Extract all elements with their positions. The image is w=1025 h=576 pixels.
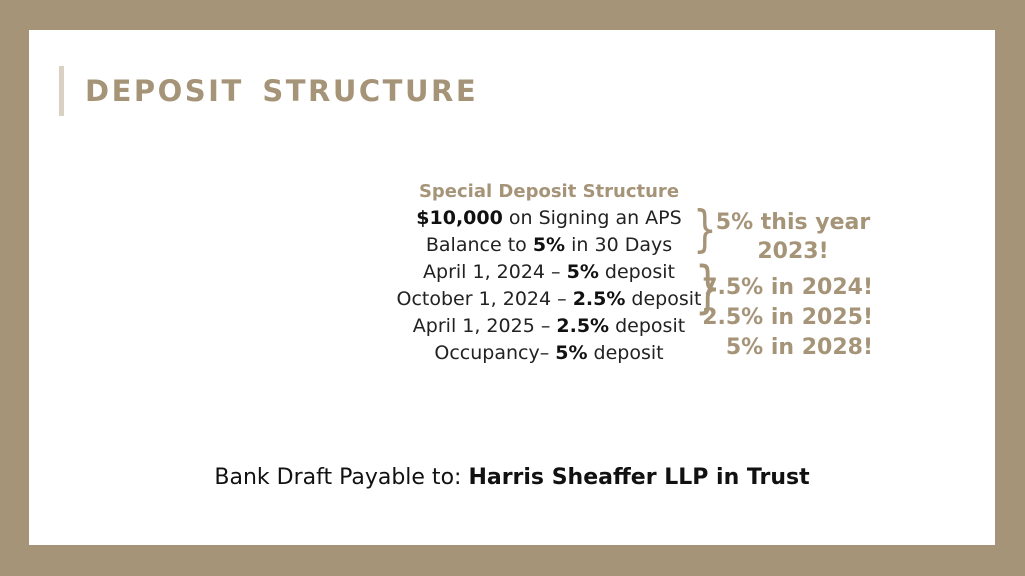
schedule-line-text: in 30 Days bbox=[565, 234, 673, 256]
schedule-line-prefix: Balance to bbox=[425, 234, 533, 256]
schedule-line-text: deposit bbox=[609, 315, 686, 337]
schedule-line-percent: 5% bbox=[555, 342, 588, 364]
note-line: 2023! bbox=[757, 239, 829, 264]
schedule-line-percent: 2.5% bbox=[556, 315, 610, 337]
page-title: DEPOSIT STRUCTURE bbox=[85, 74, 479, 108]
note-by-year bbox=[689, 273, 873, 363]
note-this-year bbox=[715, 208, 871, 266]
slide bbox=[29, 30, 995, 545]
schedule-line-text: deposit bbox=[598, 261, 675, 283]
schedule-line-text: on Signing an APS bbox=[502, 207, 682, 229]
payable-label: Bank Draft Payable to: bbox=[214, 465, 469, 490]
note-line: 2.5% in 2025! bbox=[702, 305, 873, 330]
schedule-line-text: deposit bbox=[587, 342, 664, 364]
schedule-line-text: deposit bbox=[625, 288, 702, 310]
schedule-line-amount: $10,000 bbox=[416, 207, 503, 229]
right-brace-icon: } bbox=[694, 255, 722, 320]
schedule-line-prefix: Occupancy– bbox=[434, 342, 556, 364]
schedule-line-prefix: October 1, 2024 – bbox=[396, 288, 573, 310]
note-line: 5% in 2028! bbox=[725, 335, 873, 360]
schedule-line-percent: 5% bbox=[532, 234, 566, 256]
schedule-line-prefix: April 1, 2025 – bbox=[412, 315, 557, 337]
schedule-line-prefix: April 1, 2024 – bbox=[423, 261, 567, 283]
schedule-line-percent: 5% bbox=[566, 261, 599, 283]
payee-name: Harris Sheaffer LLP in Trust bbox=[468, 465, 810, 490]
note-line: 5% this year bbox=[715, 210, 871, 235]
right-brace-icon: } bbox=[692, 200, 717, 258]
title-accent-bar bbox=[59, 66, 64, 116]
payable-to bbox=[29, 465, 995, 490]
schedule-heading: Special Deposit Structure bbox=[418, 181, 680, 202]
schedule-line-percent: 2.5% bbox=[572, 288, 626, 310]
note-line: 7.5% in 2024! bbox=[702, 275, 873, 300]
